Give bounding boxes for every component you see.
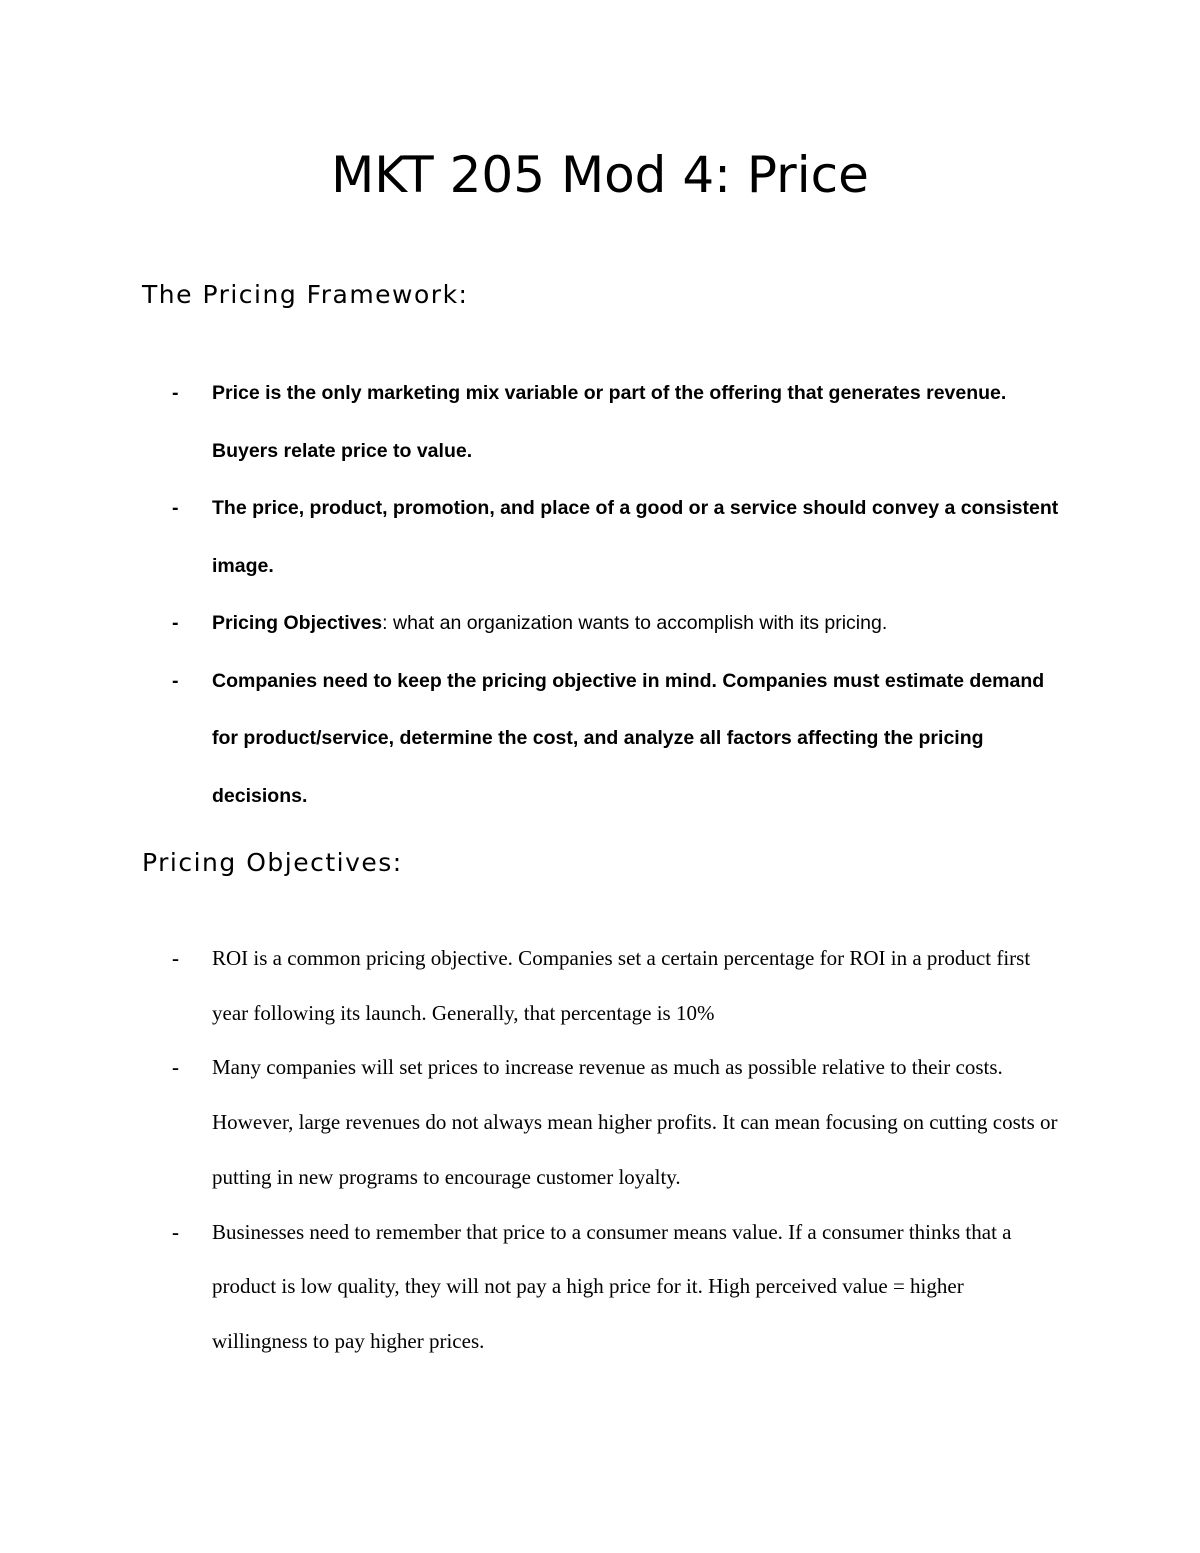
list-item xyxy=(0,480,1062,595)
list-item xyxy=(0,1040,1062,1204)
list-item xyxy=(0,365,1062,480)
section-heading-pricing-framework: The Pricing Framework: xyxy=(142,280,469,309)
list-item xyxy=(0,595,1062,653)
pricing-framework-list xyxy=(0,365,1200,825)
list-item-text: Many companies will set prices to increase revenue as much as possible relative to their costs. However, large revenues do not always mean higher profits. It can mean focusing on cutting costs or putting in new programs to encourage customer loyalty. xyxy=(212,1055,1058,1189)
list-item-text: The price, product, promotion, and place of a good or a service should convey a consistent image. xyxy=(212,497,1059,577)
pricing-objectives-list xyxy=(0,931,1200,1369)
list-item-text: Businesses need to remember that price to a consumer means value. If a consumer thinks that a product is low quality, they will not pay a high price for it. High perceived value = higher willingness to pay higher prices. xyxy=(212,1219,1012,1353)
bullet-dash: - xyxy=(172,946,179,970)
bullet-dash: - xyxy=(172,1055,179,1080)
bullet-dash: - xyxy=(172,497,179,519)
list-item xyxy=(0,931,1062,1040)
bullet-dash: - xyxy=(172,382,179,404)
key-term-pricing-objectives: Pricing Objectives xyxy=(212,612,383,634)
list-item xyxy=(0,653,1062,826)
definition-text: : what an organization wants to accomplish with its pricing. xyxy=(382,612,888,634)
list-item-text: ROI is a common pricing objective. Companies set a certain percentage for ROI in a product first year following its launch. Generally, that percentage is 10% xyxy=(212,946,1031,1025)
bullet-dash: - xyxy=(172,612,179,634)
bullet-dash: - xyxy=(172,669,179,692)
page-title: MKT 205 Mod 4: Price xyxy=(331,146,869,204)
list-item-text: Price is the only marketing mix variable or part of the offering that generates revenue. Buyers relate price to value. xyxy=(212,382,1007,462)
list-item xyxy=(0,1205,1062,1369)
bullet-dash: - xyxy=(172,1219,179,1244)
section-heading-pricing-objectives: Pricing Objectives: xyxy=(142,848,403,877)
list-item-text: Companies need to keep the pricing objective in mind. Companies must estimate demand for product/service, determine the cost, and analyze all factors affecting the pricing decisions. xyxy=(212,669,1045,807)
